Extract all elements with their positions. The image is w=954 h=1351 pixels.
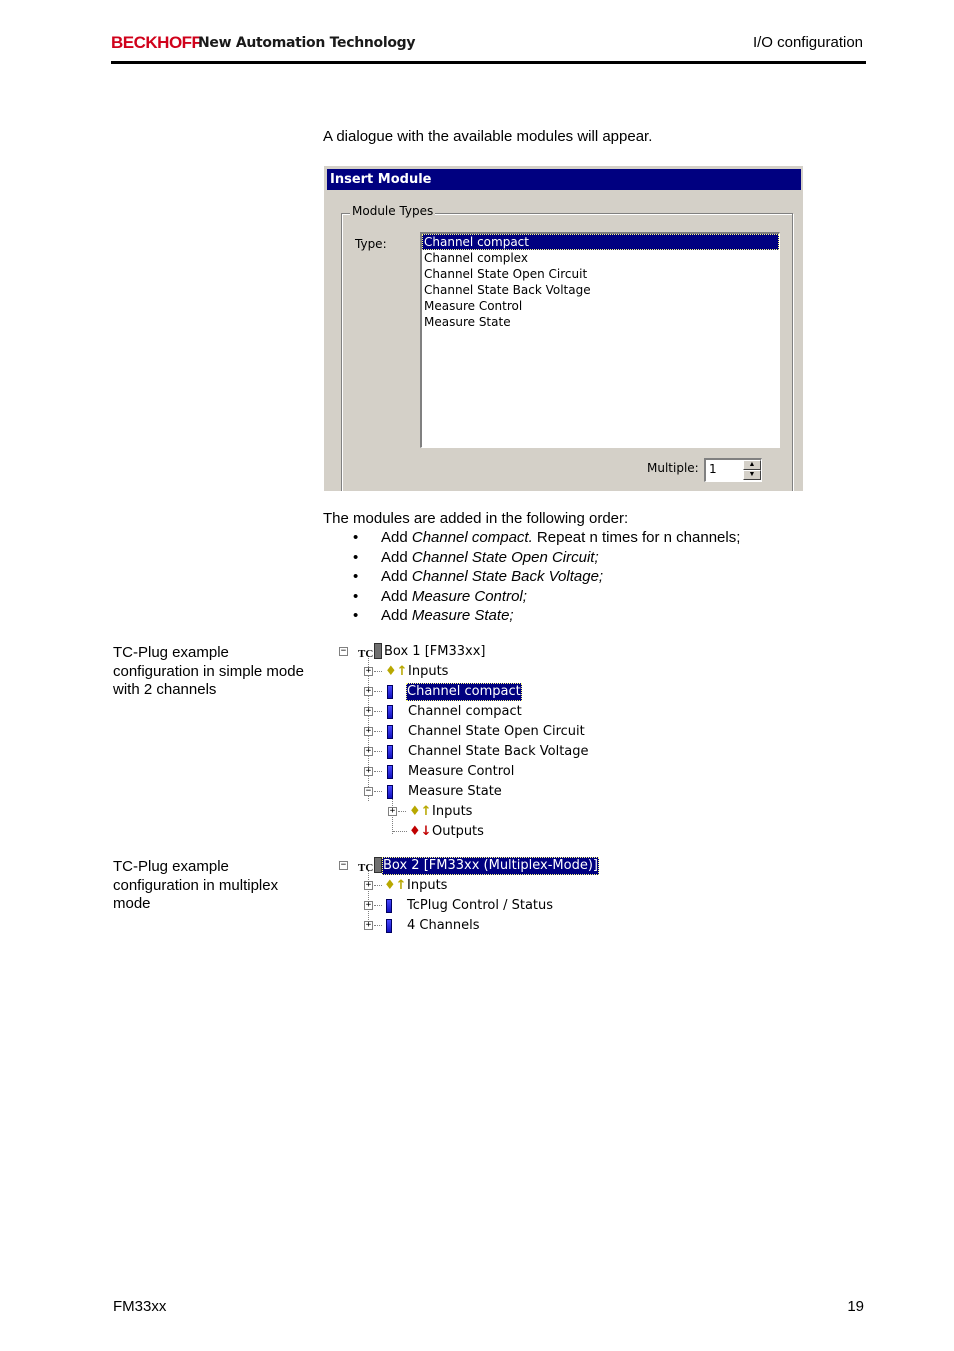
group-label: Module Types [352, 204, 434, 218]
expand-icon[interactable]: + [365, 726, 372, 736]
module-icon [387, 785, 393, 799]
section-title: I/O configuration [752, 34, 863, 51]
module-icon [387, 765, 393, 779]
list-item[interactable]: Channel complex [424, 251, 528, 265]
expand-icon[interactable]: + [365, 666, 372, 676]
list-item: • Add Channel State Open Circuit; [353, 548, 599, 566]
list-item[interactable]: Measure State [424, 315, 511, 329]
order-list [350, 528, 740, 626]
logo-tagline: New Automation Technology [198, 35, 416, 51]
header-rule [111, 61, 866, 64]
tcplug-box-icon: TC [358, 857, 382, 877]
bullet-icon: • [353, 548, 359, 566]
bullet-icon: • [353, 529, 359, 546]
spin-down-button[interactable]: ▼ [743, 470, 761, 480]
outputs-icon: ♦↓ [409, 824, 432, 839]
module-icon [387, 685, 393, 699]
inputs-icon: ♦↑ [384, 878, 407, 893]
module-type-list[interactable] [420, 232, 780, 448]
page-number: 19 [847, 1298, 864, 1315]
dialog-title: Insert Module [327, 169, 801, 190]
list-item: • Add Channel State Back Voltage; [353, 568, 604, 585]
bullet-icon: • [353, 568, 359, 585]
multiple-value[interactable]: 1 [709, 462, 717, 476]
inputs-icon: ♦↑ [409, 804, 432, 819]
list-item: • Add Measure Control; [353, 587, 527, 605]
tcplug-box-icon: TC [358, 643, 382, 663]
multiple-label: Multiple: [647, 461, 699, 475]
expand-icon[interactable]: + [365, 880, 372, 890]
expand-icon[interactable]: + [365, 900, 372, 910]
module-icon [387, 705, 393, 719]
insert-module-dialog [323, 165, 803, 491]
intro-text: A dialogue with the available modules will appear. [323, 128, 653, 145]
expand-icon[interactable]: + [365, 920, 372, 930]
expand-icon[interactable]: + [365, 706, 372, 716]
beckhoff-logo: BECKHOFF [111, 33, 202, 52]
tree-simple-mode: − TC Box 1 [FM33xx] + ♦↑ Inputs + Channel compact + Channel compact + Channel State Open Circuit + Channel State Back Voltage + Measure Control − Measure State + ♦↑ Inputs ♦↓ Outputs [340, 644, 589, 839]
type-label: Type: [355, 237, 387, 251]
order-text: The modules are added in the following order: [323, 510, 629, 527]
module-icon [386, 919, 392, 933]
module-icon [387, 725, 393, 739]
expand-icon[interactable]: + [365, 686, 372, 696]
expand-icon[interactable]: + [365, 766, 372, 776]
list-item: • Add Measure State; [353, 607, 514, 624]
module-icon [387, 745, 393, 759]
list-item[interactable]: Channel compact [422, 234, 779, 250]
tree-multiplex-mode: − TC Box 2 [FM33xx (Multiplex-Mode)] + ♦↑ Inputs + TcPlug Control / Status + 4 Channels [340, 858, 598, 933]
list-item: • Add Channel compact. Repeat n times for n channels; [353, 529, 741, 546]
expand-icon[interactable]: + [365, 746, 372, 756]
bullet-icon: • [353, 607, 359, 624]
footer-product: FM33xx [113, 1298, 167, 1315]
collapse-icon[interactable]: − [365, 786, 372, 796]
list-item[interactable]: Channel State Open Circuit [424, 267, 588, 281]
list-item[interactable]: Channel State Back Voltage [424, 283, 591, 297]
caption-multiplex-mode: TC-Plug example configuration in multiplex mode [113, 858, 279, 912]
expand-icon[interactable]: + [389, 806, 396, 816]
bullet-icon: • [353, 587, 359, 605]
collapse-icon[interactable]: − [340, 860, 347, 870]
module-icon [386, 899, 392, 913]
inputs-icon: ♦↑ [385, 664, 408, 679]
list-item[interactable]: Measure Control [424, 299, 523, 313]
collapse-icon[interactable]: − [340, 646, 347, 656]
caption-simple-mode: TC-Plug example configuration in simple mode with 2 channels [113, 644, 304, 698]
multiple-stepper[interactable] [704, 458, 762, 482]
spin-up-button[interactable]: ▲ [743, 460, 761, 470]
